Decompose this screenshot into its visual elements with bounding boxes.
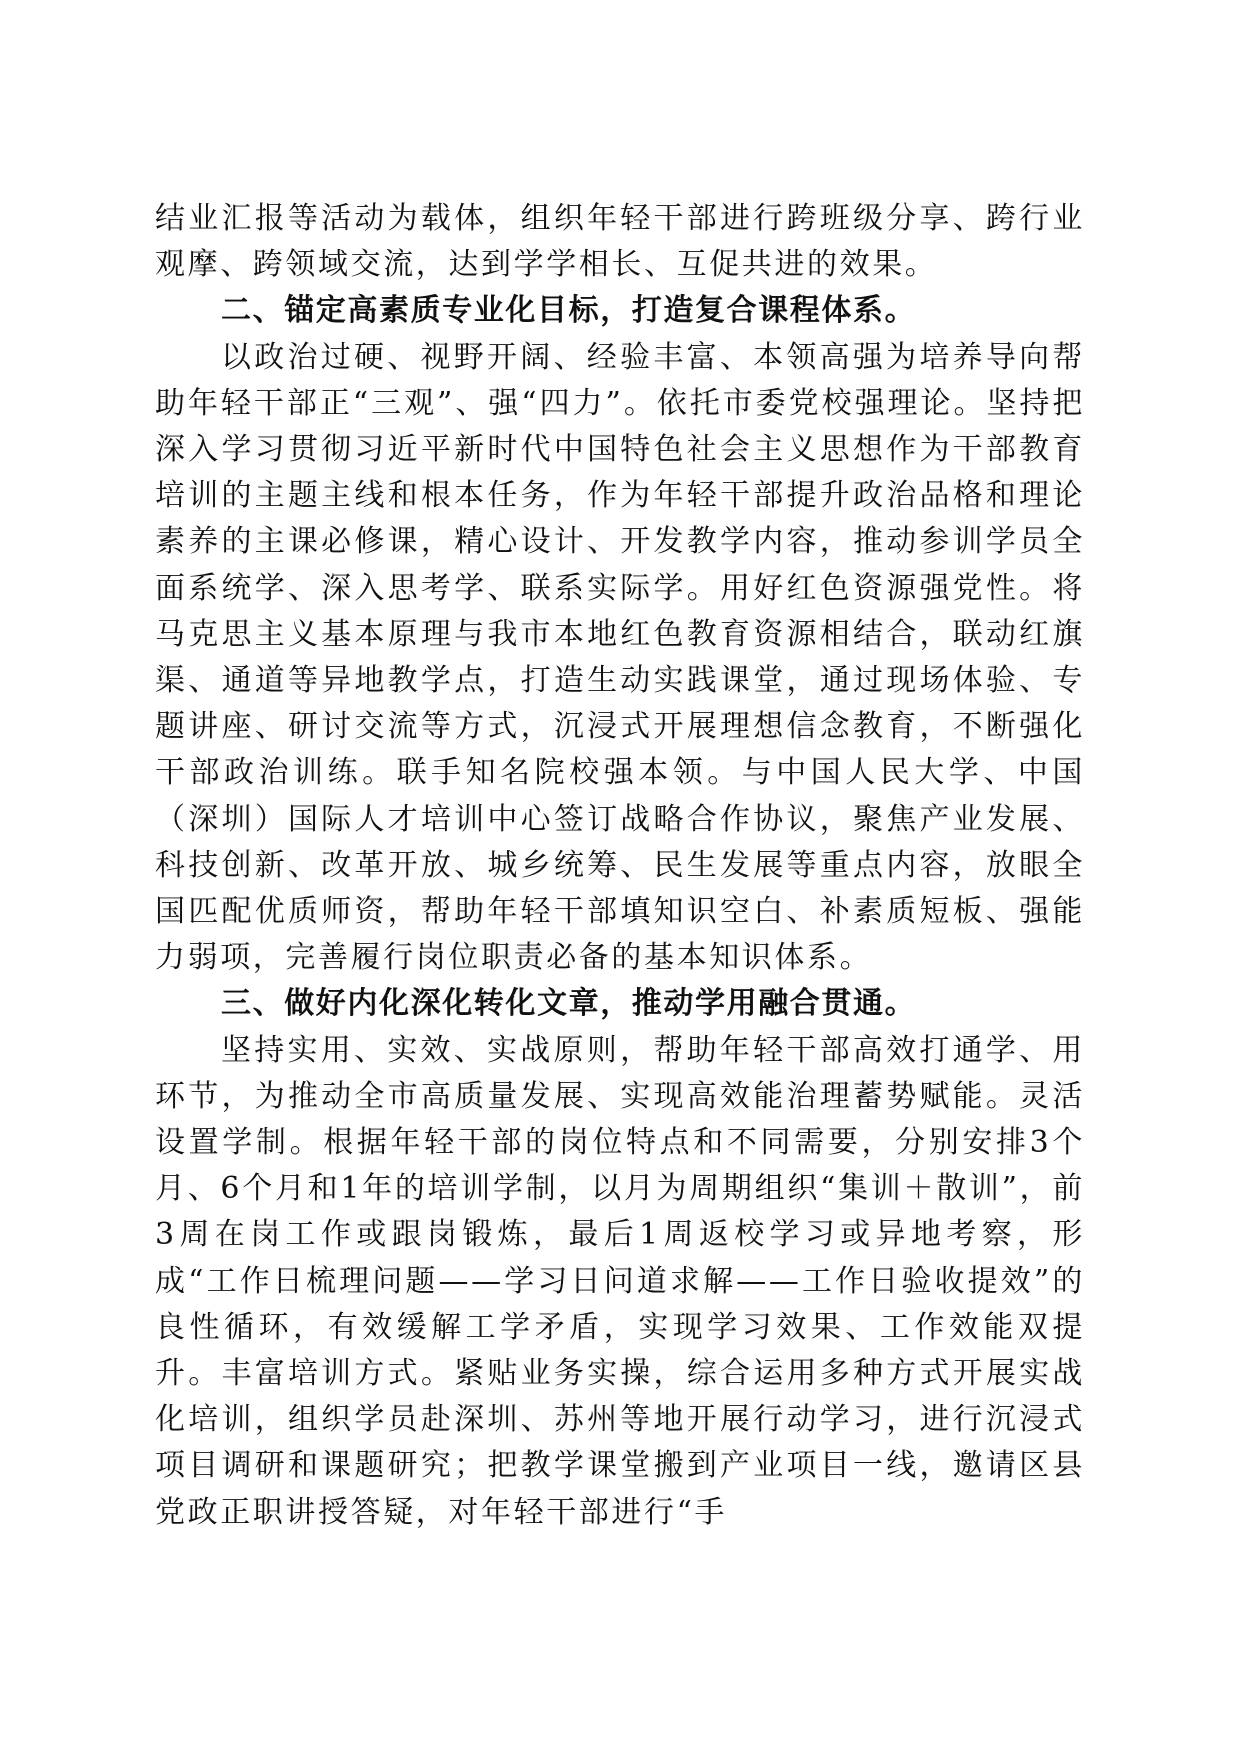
body-paragraph-two: 以政治过硬、视野开阔、经验丰富、本领高强为培养导向帮助年轻干部正“三观”、强“四力”。依托市委党校强理论。坚持把深入学习贯彻习近平新时代中国特色社会主义思想作为干部教育培训的主题主线和根本任务，作为年轻干部提升政治品格和理论素养的主课必修课，精心设计、开发教学内容，推动参训学员全面系统学、深入思考学、联系实际学。用好红色资源强党性。将马克思主义基本原理与我市本地红色教育资源相结合，联动红旗渠、通道等异地教学点，打造生动实践课堂，通过现场体验、专题讲座、研讨交流等方式，沉浸式开展理想信念教育，不断强化干部政治训练。联手知名院校强本领。与中国人民大学、中国（深圳）国际人才培训中心签订战略合作协议，聚焦产业发展、科技创新、改革开放、城乡统筹、民生发展等重点内容，放眼全国匹配优质师资，帮助年轻干部填知识空白、补素质短板、强能力弱项，完善履行岗位职责必备的基本知识体系。 [155, 339, 1085, 976]
body-paragraph-three: 坚持实用、实效、实战原则，帮助年轻干部高效打通学、用环节，为推动全市高质量发展、实现高效能治理蓄势赋能。灵活设置学制。根据年轻干部的岗位特点和不同需要，分别安排3个月、6个月和1年的培训学制，以月为周期组织“集训＋散训”，前3周在岗工作或跟岗锻炼，最后1周返校学习或异地考察，形成“工作日梳理问题——学习日问道求解——工作日验收提效”的良性循环，有效缓解工学矛盾，实现学习效果、工作效能双提升。丰富培训方式。紧贴业务实操，综合运用多种方式开展实战化培训，组织学员赴深圳、苏州等地开展行动学习，进行沉浸式项目调研和课题研究；把教学课堂搬到产业项目一线，邀请区县党政正职讲授答疑，对年轻干部进行“手 [155, 1032, 1085, 1530]
section-heading-two: 二、锚定高素质专业化目标，打造复合课程体系。 [221, 293, 917, 329]
document-body [155, 196, 1085, 1536]
section-heading-three: 三、做好内化深化转化文章，推动学用融合贯通。 [221, 986, 917, 1022]
continuation-paragraph: 结业汇报等活动为载体，组织年轻干部进行跨班级分享、跨行业观摩、跨领域交流，达到学学相长、互促共进的效果。 [155, 201, 1085, 283]
